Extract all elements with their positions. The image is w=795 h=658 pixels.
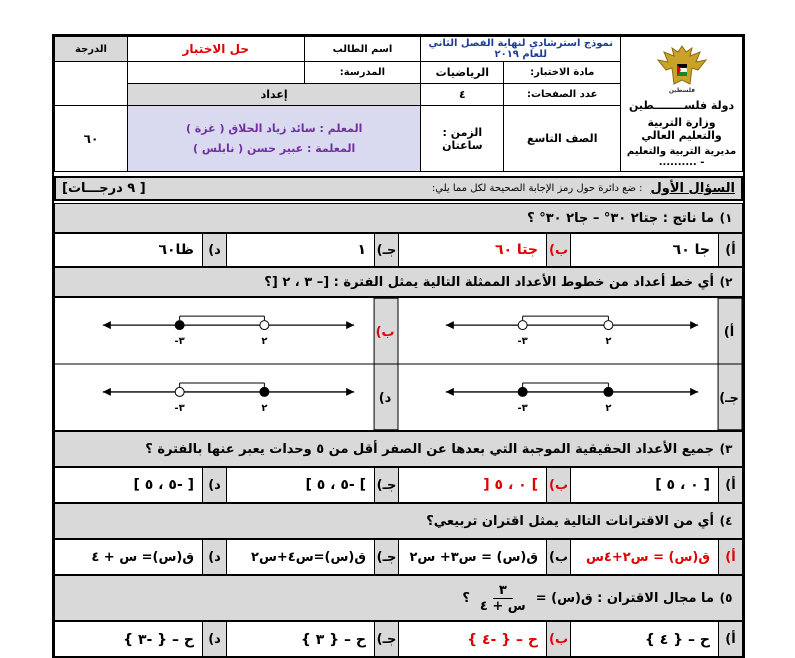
question-1-options <box>54 233 743 267</box>
pages-label: عدد الصفحات: <box>504 84 621 106</box>
option-label: د) <box>202 622 226 657</box>
option-d[interactable] <box>55 540 226 574</box>
exam-page <box>52 34 745 658</box>
option-text: ق(س)= س + ٤ <box>91 549 194 565</box>
option-text: ق(س) = س٢+٤س <box>585 549 710 565</box>
option-c[interactable] <box>226 468 398 502</box>
tick-label: ٢ <box>261 402 268 414</box>
option-label: د) <box>202 234 226 266</box>
question-text: جميع الأعداد الحقيقية الموجبة التي بعدها عن الصفر أقل من ٥ وحدات يعبر عنها بالفترة ؟ <box>145 441 714 457</box>
option-a[interactable] <box>570 622 742 657</box>
question-end: ؟ <box>462 590 470 606</box>
total-marks: ٦٠ <box>55 106 128 172</box>
question-number: ٤) <box>719 514 733 528</box>
option-b-label: ب) <box>375 325 395 341</box>
question-one-section <box>54 176 743 658</box>
option-text: ظا٦٠ <box>158 242 194 258</box>
question-one-marks: [ ٩ درجـــات] <box>62 181 146 196</box>
tick-label: ٣- <box>174 402 185 414</box>
pages-value: ٤ <box>421 84 504 106</box>
option-label: ب) <box>546 622 570 657</box>
teachers-block <box>127 106 420 172</box>
option-text: ح – { -٣ } <box>123 631 194 648</box>
option-b[interactable] <box>398 540 570 574</box>
option-text: ح – { -٤ } <box>467 631 538 648</box>
grade-class: الصف التاسع <box>504 106 621 172</box>
option-c[interactable] <box>226 540 398 574</box>
option-text: جتا ٦٠ <box>494 242 538 258</box>
number-line-b[interactable] <box>103 316 354 347</box>
option-label: جـ) <box>374 622 398 657</box>
prepared-label: إعداد <box>127 84 420 106</box>
option-text: ق(س) = س٣+ س٢ <box>409 549 538 565</box>
fraction-numerator: ٣ <box>493 583 513 599</box>
question-text: ما مجال الاقتران : ق(س) = <box>535 590 714 606</box>
option-label: ب) <box>546 234 570 266</box>
grade-blank <box>55 62 128 106</box>
option-label: د) <box>202 540 226 574</box>
svg-text:فلسطين: فلسطين <box>668 87 695 94</box>
option-text: ح – { ٣ } <box>300 631 366 648</box>
option-text: ق(س)=س٤+س٢ <box>251 549 366 565</box>
teacher-male: المعلم : سائد زياد الحلاق ( غزة ) <box>185 121 363 135</box>
state-name: دولة فلســــــــطين <box>628 99 735 112</box>
question-4-stem <box>54 503 743 539</box>
option-d[interactable] <box>55 622 226 657</box>
option-d[interactable] <box>55 234 226 266</box>
question-one-header <box>54 176 743 201</box>
option-text: [ ٠ ، ٥ ] <box>655 477 710 493</box>
option-text: ١ <box>357 242 366 258</box>
tick-label: ٣- <box>517 336 528 348</box>
option-label: أ) <box>718 234 742 266</box>
number-line-d[interactable] <box>103 383 354 414</box>
question-one-title: السؤال الأول <box>650 181 735 196</box>
number-line-a[interactable] <box>446 316 698 347</box>
option-label: جـ) <box>374 468 398 502</box>
option-b[interactable] <box>398 622 570 657</box>
grade-label: الدرجة <box>55 37 128 62</box>
option-c[interactable] <box>226 622 398 657</box>
question-number: ٣) <box>719 442 733 456</box>
option-text: ] ٠ ، ٥ [ <box>483 477 538 493</box>
tick-label: ٢ <box>605 402 612 414</box>
exam-header <box>54 36 743 172</box>
option-a[interactable] <box>570 540 742 574</box>
question-1-stem <box>54 203 743 233</box>
option-label: ب) <box>546 540 570 574</box>
question-number: ٢) <box>719 275 733 289</box>
option-label: أ) <box>718 540 742 574</box>
fraction-denominator: س + ٤ <box>479 598 526 614</box>
number-line-options <box>55 298 742 430</box>
exam-time: الزمن : ساعتان <box>421 106 504 172</box>
option-label: جـ) <box>374 540 398 574</box>
option-d[interactable] <box>55 468 226 502</box>
fraction <box>476 583 530 614</box>
option-label: د) <box>202 468 226 502</box>
student-name-label: اسم الطالب <box>304 37 421 62</box>
question-number: ١) <box>719 211 733 225</box>
option-label: جـ) <box>374 234 398 266</box>
option-c-label: جـ) <box>719 390 739 406</box>
option-b[interactable] <box>398 468 570 502</box>
option-b[interactable] <box>398 234 570 266</box>
ministry-name: وزارة التربية والتعليم العالي <box>641 116 722 142</box>
question-one-instruction: : ضع دائرة حول رمز الإجابة الصحيحة لكل مما يلي: <box>431 183 643 194</box>
tick-label: ٣- <box>517 402 528 414</box>
option-text: ح – { ٤ } <box>644 631 710 648</box>
question-5-options <box>54 621 743 658</box>
question-number: ٥) <box>719 591 733 605</box>
directorate-name: مديرية التربية والتعليم - .......... <box>626 146 737 168</box>
question-text: أي من الاقترانات التالية يمثل اقتران تربيعي؟ <box>426 513 714 529</box>
school-value <box>127 62 304 84</box>
question-2-stem <box>54 267 743 297</box>
question-2-options <box>54 297 743 431</box>
option-a-label: أ) <box>723 325 735 341</box>
subject-value: الرياضيات <box>421 62 504 84</box>
number-line-c[interactable] <box>446 383 698 414</box>
tick-label: ٣- <box>174 336 185 348</box>
question-text: أي خط أعداد من خطوط الأعداد الممثلة التالية يمثل الفترة : [– ٣ ، ٢ [؟ <box>264 274 714 290</box>
palestine-eagle-logo-icon <box>652 40 712 94</box>
subject-label: مادة الاختبار: <box>504 62 621 84</box>
option-label: أ) <box>718 622 742 657</box>
question-4-options <box>54 539 743 575</box>
school-label: المدرسة: <box>304 62 421 84</box>
exam-title: نموذج استرشادي لنهاية الفصل الثاني للعام ٢٠١٩ <box>421 37 621 62</box>
option-c[interactable] <box>226 234 398 266</box>
tick-label: ٢ <box>261 336 268 348</box>
option-a[interactable] <box>570 468 742 502</box>
option-d-label: د) <box>378 390 392 406</box>
option-text: ] -٥ ، ٥ ] <box>305 477 366 493</box>
option-label: ب) <box>546 468 570 502</box>
student-name-value: حل الاختبار <box>127 37 304 62</box>
teacher-female: المعلمة : عبير حسن ( نابلس ) <box>193 141 356 155</box>
option-text: [ -٥ ، ٥ ] <box>133 477 194 493</box>
ministry-block <box>621 37 743 172</box>
option-text: جا ٦٠ <box>672 242 710 258</box>
question-3-options <box>54 467 743 503</box>
option-a[interactable] <box>570 234 742 266</box>
tick-label: ٢ <box>605 336 612 348</box>
question-5-stem <box>54 575 743 621</box>
option-label: أ) <box>718 468 742 502</box>
question-3-stem <box>54 431 743 467</box>
question-text: ما ناتج : جتا٢ ٣٠° – جا٢ ٣٠° ؟ <box>527 210 714 226</box>
